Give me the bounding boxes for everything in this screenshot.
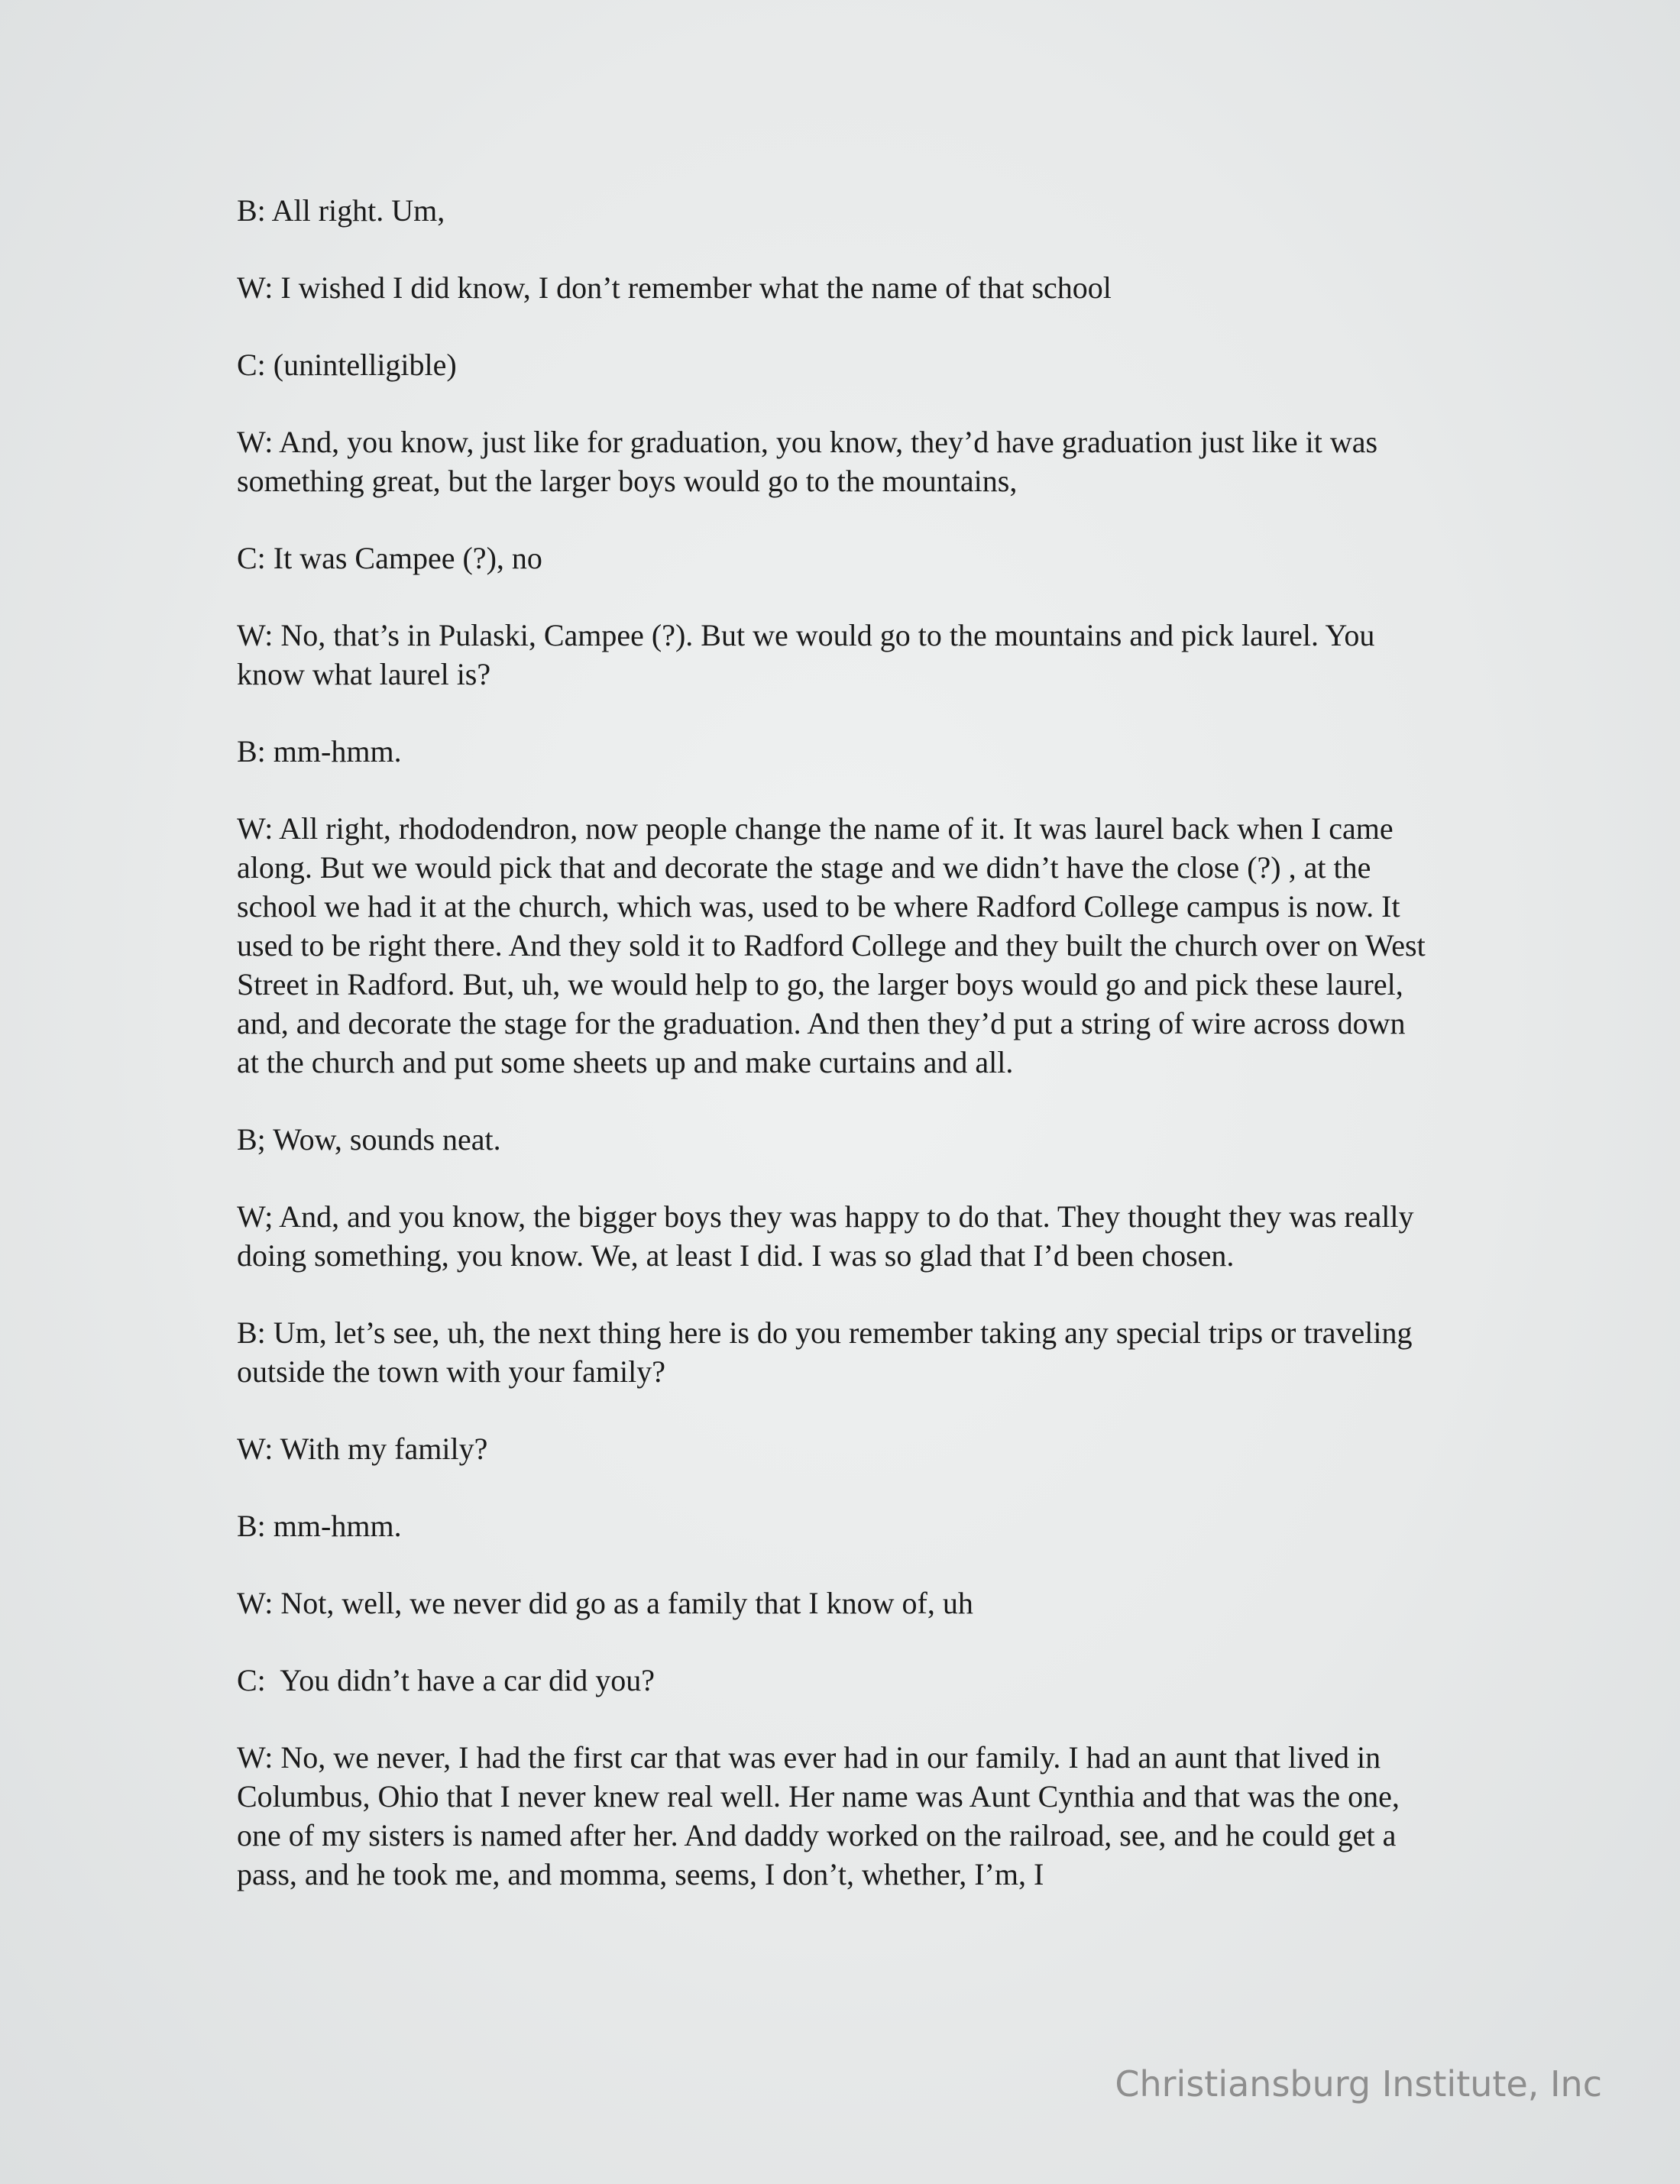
transcript-turn: B: Um, let’s see, uh, the next thing here is do you remember taking any special trips or traveling outside the town with your family? bbox=[237, 1315, 1420, 1389]
transcript-turn: C: You didn’t have a car did you? bbox=[237, 1663, 655, 1697]
transcript-turn: B; Wow, sounds neat. bbox=[237, 1122, 501, 1157]
transcript-turn: W: I wished I did know, I don’t remember what the name of that school bbox=[237, 270, 1112, 305]
transcript-turn: C: It was Campee (?), no bbox=[237, 541, 542, 575]
transcript-turn: B: All right. Um, bbox=[237, 193, 445, 228]
transcript-turn: W; And, and you know, the bigger boys they was happy to do that. They thought they was really doing something, you know. We, at least I did. I was so glad that I’d been chosen. bbox=[237, 1199, 1422, 1273]
transcript bbox=[237, 191, 1433, 1932]
watermark: Christiansburg Institute, Inc bbox=[1115, 2063, 1602, 2105]
transcript-turn: W: No, that’s in Pulaski, Campee (?). But we would go to the mountains and pick laurel. You know what laurel is? bbox=[237, 618, 1383, 691]
transcript-turn: W: And, you know, just like for graduation, you know, they’d have graduation just like it was something great, but the larger boys would go to the mountains, bbox=[237, 425, 1386, 498]
transcript-turn: W: All right, rhododendron, now people change the name of it. It was laurel back when I came along. But we would pick that and decorate the stage and we didn’t have the close (?) , at the school we had it at the church, which was, used to be where Radford College campus is now. It used to be right there. And they sold it to Radford College and they built the church over on West Street in Radford. But, uh, we would help to go, the larger boys would go and pick these laurel, and, and decorate the stage for the graduation. And then they’d put a string of wire across down at the church and put some sheets up and make curtains and all. bbox=[237, 811, 1433, 1079]
transcript-turn: W: No, we never, I had the first car that was ever had in our family. I had an aunt that lived in Columbus, Ohio that I never knew real well. Her name was Aunt Cynthia and that was the one, one of my sisters is named after her. And daddy worked on the railroad, see, and he could get a pass, and he took me, and momma, seems, I don’t, whether, I’m, I bbox=[237, 1740, 1407, 1891]
transcript-turn: B: mm-hmm. bbox=[237, 734, 402, 768]
transcript-turn: W: Not, well, we never did go as a family that I know of, uh bbox=[237, 1586, 973, 1620]
transcript-turn: B: mm-hmm. bbox=[237, 1509, 402, 1543]
transcript-turn: W: With my family? bbox=[237, 1432, 488, 1466]
transcript-turn: C: (unintelligible) bbox=[237, 348, 457, 382]
